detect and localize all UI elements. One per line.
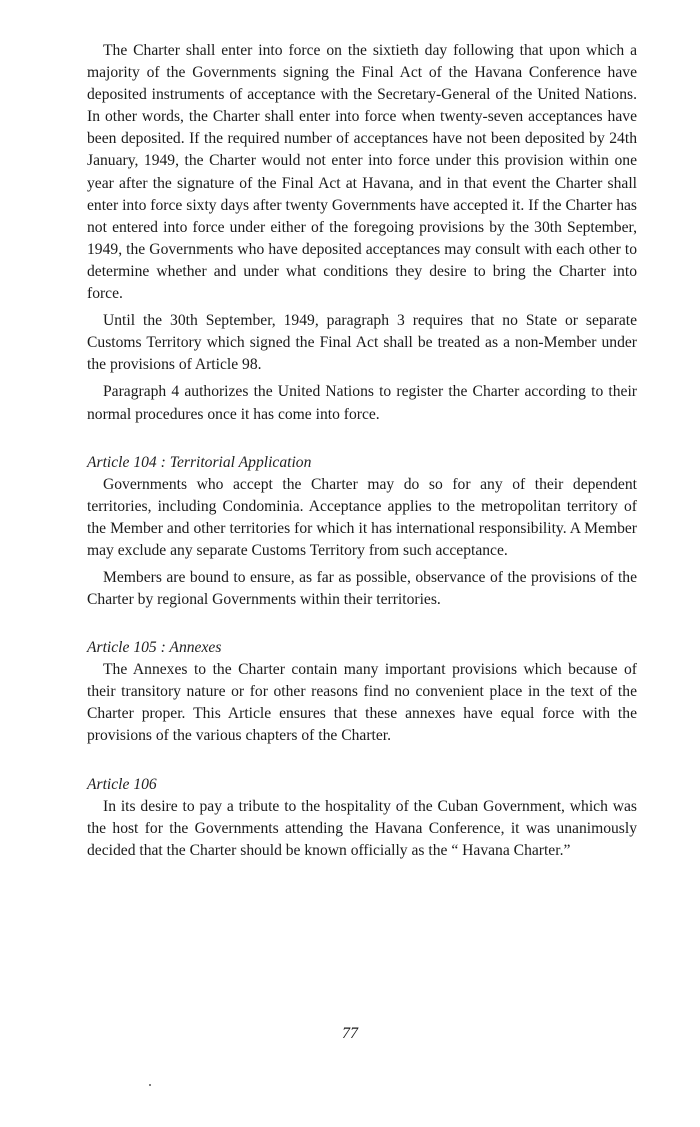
article-104-paragraph-2: Members are bound to ensure, as far as possible, observance of the provisions of the Charter by regional Governments within their territories.	[87, 568, 637, 609]
article-105-heading: Article 105 : Annexes	[87, 639, 222, 657]
intro-paragraph-2: Until the 30th September, 1949, paragraph 3 requires that no State or separate Customs Territory which signed the Final Act shall be treated as a non-Member under the provisions of Article 98.	[87, 312, 637, 374]
article-105-section	[87, 637, 637, 747]
article-106-heading: Article 106	[87, 775, 157, 793]
intro-paragraph-3: Paragraph 4 authorizes the United Nations to register the Charter according to their normal procedures once it has come into force.	[87, 383, 637, 423]
article-104-paragraph-1: Governments who accept the Charter may do so for any of their dependent territories, including Condominia. Acceptance applies to the metropolitan territory of the Member and other territories for which it has international responsibility. A Member may exclude any separate Customs Territory from such acceptance.	[87, 475, 637, 559]
article-106-paragraph-1: In its desire to pay a tribute to the hospitality of the Cuban Government, which was the host for the Governments attending the Havana Conference, it was unanimously decided that the Charter should be known officially as the “ Havana Charter.”	[87, 797, 637, 859]
page-body	[87, 40, 637, 862]
article-105-paragraph-1: The Annexes to the Charter contain many important provisions which because of their transitory nature or for other reasons find no convenient place in the text of the Charter proper. This Article ensures that these annexes have equal force with the provisions of the various chapters of the Charter.	[87, 661, 637, 745]
scan-speck	[149, 1084, 151, 1086]
intro-section	[87, 40, 637, 426]
page-number: 77	[342, 1025, 358, 1042]
intro-paragraph-1: The Charter shall enter into force on the sixtieth day following that upon which a majority of the Governments signing the Final Act of the Havana Conference have deposited instruments of acceptance with the Secretary-General of the United Nations. In other words, the Charter shall enter into force when twenty-seven acceptances have been deposited. If the required number of acceptances have not been deposited by 24th January, 1949, the Charter would not enter into force under this provision within one year after the signature of the Final Act at Havana, and in that event the Charter shall enter into force sixty days after twenty Governments have accepted it. If the Charter has not entered into force under either of the foregoing provisions by the 30th September, 1949, the Governments who have deposited acceptances may consult with each other to determine whether and under what conditions they desire to bring the Charter into force.	[87, 42, 637, 303]
article-104-heading: Article 104 : Territorial Application	[87, 453, 312, 471]
article-104-section	[87, 452, 637, 612]
article-106-section	[87, 774, 637, 862]
